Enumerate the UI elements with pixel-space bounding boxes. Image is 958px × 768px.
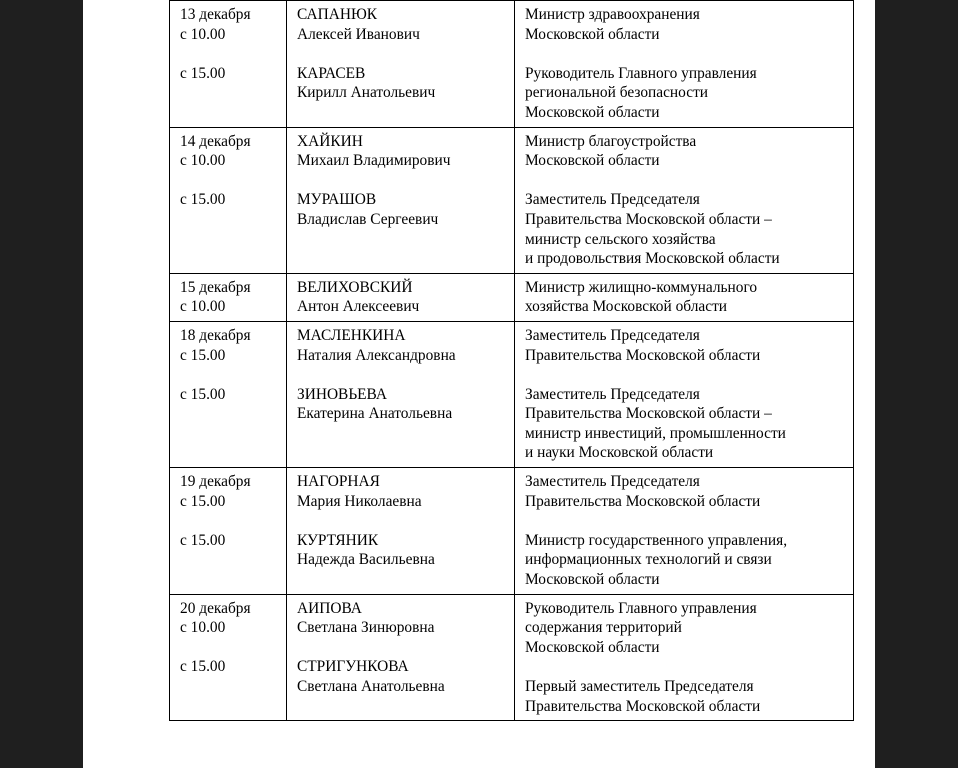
official-name-block — [297, 657, 506, 696]
official-name-block — [297, 472, 506, 511]
date-time-block — [180, 5, 278, 44]
official-surname: АИПОВА — [297, 599, 362, 617]
cell-date-time — [170, 594, 287, 721]
time-label: с 15.00 — [180, 385, 226, 403]
position-block — [525, 132, 845, 171]
cell-official-name — [287, 468, 515, 595]
cell-official-name — [287, 127, 515, 273]
date-time-block — [180, 190, 278, 210]
position-line: Руководитель Главного управления — [525, 64, 757, 82]
official-surname: МУРАШОВ — [297, 191, 377, 209]
cell-date-time — [170, 321, 287, 467]
position-block — [525, 677, 845, 716]
document-page — [83, 0, 875, 768]
official-surname: ЗИНОВЬЕВА — [297, 385, 387, 403]
position-line: содержания территорий — [525, 619, 682, 637]
time-label: с 15.00 — [180, 191, 226, 209]
date-time-block — [180, 657, 278, 677]
position-block — [525, 278, 845, 317]
cell-position — [515, 127, 854, 273]
official-name-block — [297, 385, 506, 424]
date-time-block — [180, 531, 278, 551]
position-line: и продовольствия Московской области — [525, 250, 780, 268]
official-name-block — [297, 599, 506, 638]
position-line: Министр здравоохранения — [525, 6, 700, 23]
position-line: Заместитель Председателя — [525, 385, 700, 403]
official-surname: ВЕЛИХОВСКИЙ — [297, 278, 413, 296]
official-name-block — [297, 531, 506, 570]
position-block — [525, 190, 845, 268]
position-line: Руководитель Главного управления — [525, 599, 757, 617]
date-label: 14 декабря — [180, 132, 251, 150]
position-line: Московской области — [525, 638, 660, 656]
table-row — [170, 1, 854, 128]
date-label: 19 декабря — [180, 473, 251, 491]
position-line: Заместитель Председателя — [525, 191, 700, 209]
position-line: хозяйства Московской области — [525, 298, 728, 316]
cell-official-name — [287, 594, 515, 721]
schedule-table-body — [170, 1, 854, 721]
date-time-block — [180, 599, 278, 638]
position-line: информационных технологий и связи — [525, 551, 772, 569]
date-time-block — [180, 326, 278, 365]
official-given-name: Надежда Васильевна — [297, 551, 435, 569]
date-label: 15 декабря — [180, 278, 251, 296]
cell-date-time — [170, 273, 287, 321]
position-line: Правительства Московской области – — [525, 405, 772, 423]
position-block — [525, 472, 845, 511]
official-given-name: Екатерина Анатольевна — [297, 405, 453, 423]
date-label: 13 декабря — [180, 6, 251, 23]
date-time-block — [180, 132, 278, 171]
cell-position — [515, 594, 854, 721]
position-block — [525, 5, 845, 44]
official-surname: КАРАСЕВ — [297, 64, 366, 82]
date-label: 20 декабря — [180, 599, 251, 617]
time-label: с 15.00 — [180, 492, 226, 510]
position-block — [525, 64, 845, 123]
date-time-block — [180, 64, 278, 84]
position-line: Правительства Московской области — [525, 697, 761, 715]
time-label: с 10.00 — [180, 152, 226, 170]
date-time-block — [180, 385, 278, 405]
official-surname: СТРИГУНКОВА — [297, 658, 409, 676]
official-name-block — [297, 190, 506, 229]
position-line: Правительства Московской области – — [525, 210, 772, 228]
schedule-table — [169, 0, 854, 721]
time-label: с 15.00 — [180, 64, 226, 82]
position-line: министр инвестиций, промышленности — [525, 424, 786, 442]
cell-date-time — [170, 1, 287, 128]
official-surname: НАГОРНАЯ — [297, 473, 380, 491]
official-given-name: Светлана Анатольевна — [297, 678, 445, 695]
official-name-block — [297, 132, 506, 171]
cell-official-name — [287, 273, 515, 321]
position-line: и науки Московской области — [525, 444, 714, 462]
official-name-block — [297, 64, 506, 103]
table-row — [170, 468, 854, 595]
position-line: Министр государственного управления, — [525, 531, 788, 549]
cell-date-time — [170, 468, 287, 595]
position-line: Заместитель Председателя — [525, 473, 700, 491]
position-line: Московской области — [525, 103, 660, 121]
position-block — [525, 599, 845, 658]
official-surname: ХАЙКИН — [297, 132, 363, 150]
position-line: Министр благоустройства — [525, 132, 697, 150]
cell-official-name — [287, 321, 515, 467]
table-row — [170, 321, 854, 467]
official-name-block — [297, 278, 506, 317]
cell-date-time — [170, 127, 287, 273]
position-block — [525, 326, 845, 365]
official-given-name: Мария Николаевна — [297, 492, 422, 510]
position-line: Московской области — [525, 25, 660, 43]
position-line: Первый заместитель Председателя — [525, 678, 754, 695]
position-line: Московской области — [525, 571, 660, 589]
cell-position — [515, 273, 854, 321]
position-block — [525, 531, 845, 590]
official-surname: САПАНЮК — [297, 6, 378, 23]
time-label: с 15.00 — [180, 658, 226, 676]
position-line: Министр жилищно-коммунального — [525, 278, 758, 296]
official-given-name: Антон Алексеевич — [297, 298, 420, 316]
official-surname: МАСЛЕНКИНА — [297, 326, 406, 344]
time-label: с 10.00 — [180, 25, 226, 43]
official-name-block — [297, 5, 506, 44]
table-row — [170, 594, 854, 721]
position-line: Правительства Московской области — [525, 346, 761, 364]
cell-official-name — [287, 1, 515, 128]
official-given-name: Кирилл Анатольевич — [297, 84, 436, 102]
position-line: региональной безопасности — [525, 84, 709, 102]
time-label: с 15.00 — [180, 346, 226, 364]
official-given-name: Владислав Сергеевич — [297, 210, 439, 228]
date-time-block — [180, 278, 278, 317]
official-name-block — [297, 326, 506, 365]
date-label: 18 декабря — [180, 326, 251, 344]
position-block — [525, 385, 845, 463]
cell-position — [515, 321, 854, 467]
position-line: министр сельского хозяйства — [525, 230, 716, 248]
time-label: с 10.00 — [180, 298, 226, 316]
time-label: с 15.00 — [180, 531, 226, 549]
official-surname: КУРТЯНИК — [297, 531, 379, 549]
table-row — [170, 273, 854, 321]
official-given-name: Алексей Иванович — [297, 25, 420, 43]
official-given-name: Наталия Александровна — [297, 346, 456, 364]
table-row — [170, 127, 854, 273]
official-given-name: Светлана Зинюровна — [297, 619, 435, 637]
position-line: Заместитель Председателя — [525, 326, 700, 344]
position-line: Московской области — [525, 152, 660, 170]
cell-position — [515, 1, 854, 128]
time-label: с 10.00 — [180, 619, 226, 637]
position-line: Правительства Московской области — [525, 492, 761, 510]
official-given-name: Михаил Владимирович — [297, 152, 451, 170]
cell-position — [515, 468, 854, 595]
date-time-block — [180, 472, 278, 511]
